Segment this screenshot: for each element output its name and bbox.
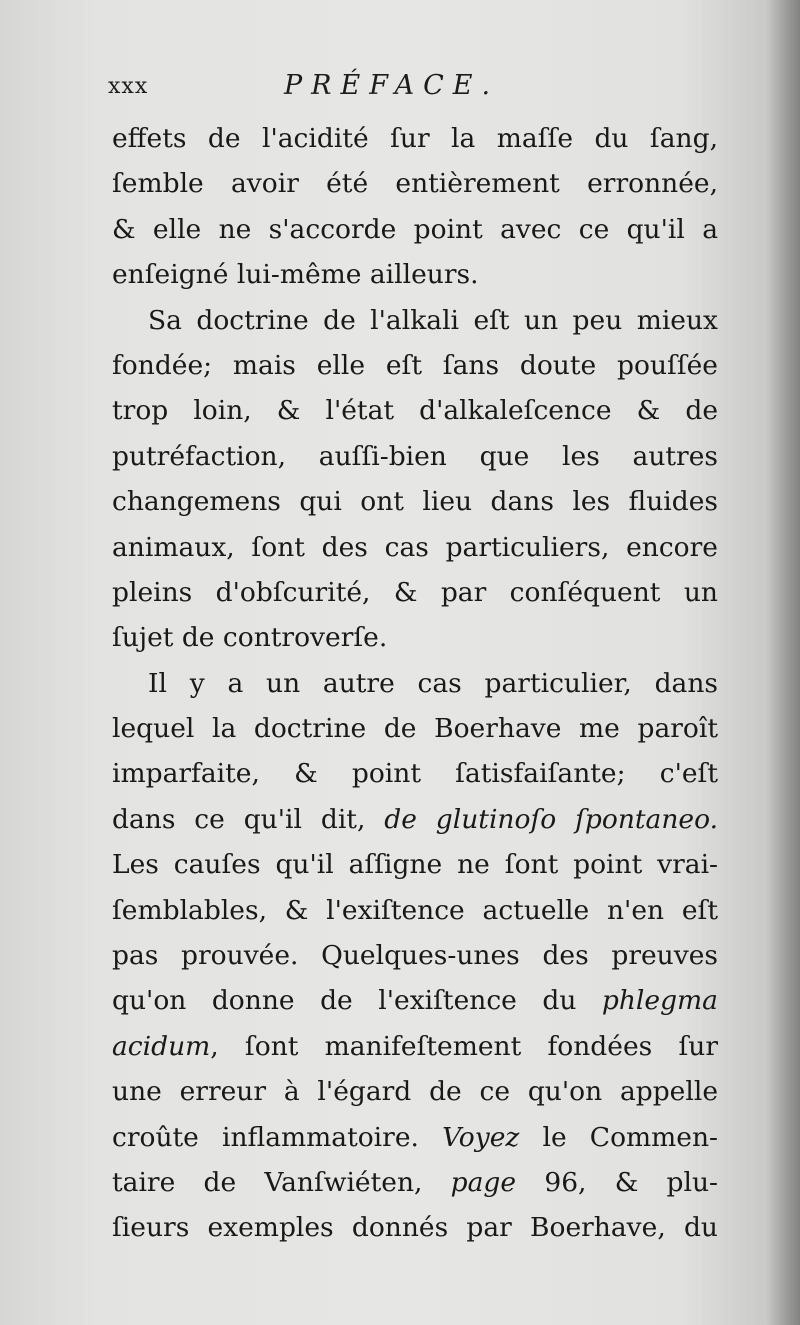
text-line bbox=[112, 1024, 718, 1069]
text-run: trop loin, & l'état d'alkaleſcence & de bbox=[112, 395, 718, 427]
text-line bbox=[112, 978, 718, 1023]
italic-text: de glutinoſo ſpontaneo. bbox=[384, 803, 718, 835]
text-line bbox=[112, 1069, 718, 1114]
text-run: enſeigné lui-même ailleurs. bbox=[112, 259, 479, 291]
text-run: le Commen- bbox=[519, 1121, 718, 1153]
text-run: imparfaite, & point ſatisfaiſante; c'eſt bbox=[112, 758, 718, 790]
text-run: croûte inflammatoire. bbox=[112, 1121, 443, 1153]
text-line bbox=[112, 751, 718, 796]
text-line bbox=[112, 252, 718, 297]
text-run: lequel la doctrine de Boerhave me paroît bbox=[112, 713, 718, 745]
text-run: ſujet de controverſe. bbox=[112, 622, 388, 654]
text-run: Les cauſes qu'il aſſigne ne ſont point vrai- bbox=[112, 849, 718, 881]
italic-text: acidum bbox=[112, 1030, 211, 1062]
text-line bbox=[112, 1160, 718, 1205]
text-line bbox=[112, 1115, 718, 1160]
text-run: putréfaction, auſſi-bien que les autres bbox=[112, 440, 718, 472]
text-run: ſemble avoir été entièrement erronnée, bbox=[112, 168, 718, 200]
text-run: changemens qui ont lieu dans les fluides bbox=[112, 486, 718, 518]
text-line bbox=[112, 525, 718, 570]
running-title: PRÉFACE. bbox=[284, 70, 500, 101]
text-line bbox=[112, 706, 718, 751]
text-run: dans ce qu'il dit, bbox=[112, 803, 385, 835]
page-number: xxx bbox=[108, 74, 149, 99]
text-run: une erreur à l'égard de ce qu'on appelle bbox=[112, 1076, 718, 1108]
text-run: ſieurs exemples donnés par Boerhave, du bbox=[112, 1212, 718, 1244]
text-line bbox=[112, 479, 718, 524]
italic-text: phlegma bbox=[601, 985, 718, 1017]
text-run: , ſont manifeſtement fondées ſur bbox=[210, 1030, 718, 1062]
text-line bbox=[112, 797, 718, 842]
text-run: qu'on donne de l'exiſtence du bbox=[112, 985, 602, 1017]
text-line bbox=[112, 116, 718, 161]
text-line bbox=[112, 388, 718, 433]
text-run: Sa doctrine de l'alkali eſt un peu mieux bbox=[148, 304, 718, 336]
text-run: pleins d'obſcurité, & par conſéquent un bbox=[112, 576, 718, 608]
italic-text: page bbox=[450, 1166, 517, 1198]
text-line bbox=[112, 298, 718, 343]
text-run: taire de Vanſwiéten, bbox=[112, 1166, 451, 1198]
text-run: & elle ne s'accorde point avec ce qu'il a bbox=[112, 213, 718, 245]
text-run: Il y a un autre cas particulier, dans bbox=[148, 667, 718, 699]
spine-shadow bbox=[766, 0, 800, 1325]
text-line bbox=[112, 570, 718, 615]
italic-text: Voyez bbox=[442, 1121, 520, 1153]
text-line bbox=[112, 1205, 718, 1250]
text-line bbox=[112, 207, 718, 252]
text-line bbox=[112, 661, 718, 706]
text-line bbox=[112, 615, 718, 660]
text-line bbox=[112, 888, 718, 933]
text-line bbox=[112, 434, 718, 479]
text-run: ſemblables, & l'exiſtence actuelle n'en eſt bbox=[112, 894, 718, 926]
text-run: 96, & plu- bbox=[516, 1166, 718, 1198]
body-text bbox=[112, 116, 718, 1251]
text-run: pas prouvée. Quelques-unes des preuves bbox=[112, 940, 718, 972]
text-run: effets de l'acidité ſur la maſſe du ſang, bbox=[112, 123, 718, 154]
text-line bbox=[112, 343, 718, 388]
text-line bbox=[112, 842, 718, 887]
text-line bbox=[112, 161, 718, 206]
running-head bbox=[108, 70, 720, 110]
text-run: fondée; mais elle eſt ſans doute pouſſée bbox=[112, 349, 718, 381]
text-line bbox=[112, 933, 718, 978]
text-run: animaux, ſont des cas particuliers, encore bbox=[112, 531, 718, 563]
